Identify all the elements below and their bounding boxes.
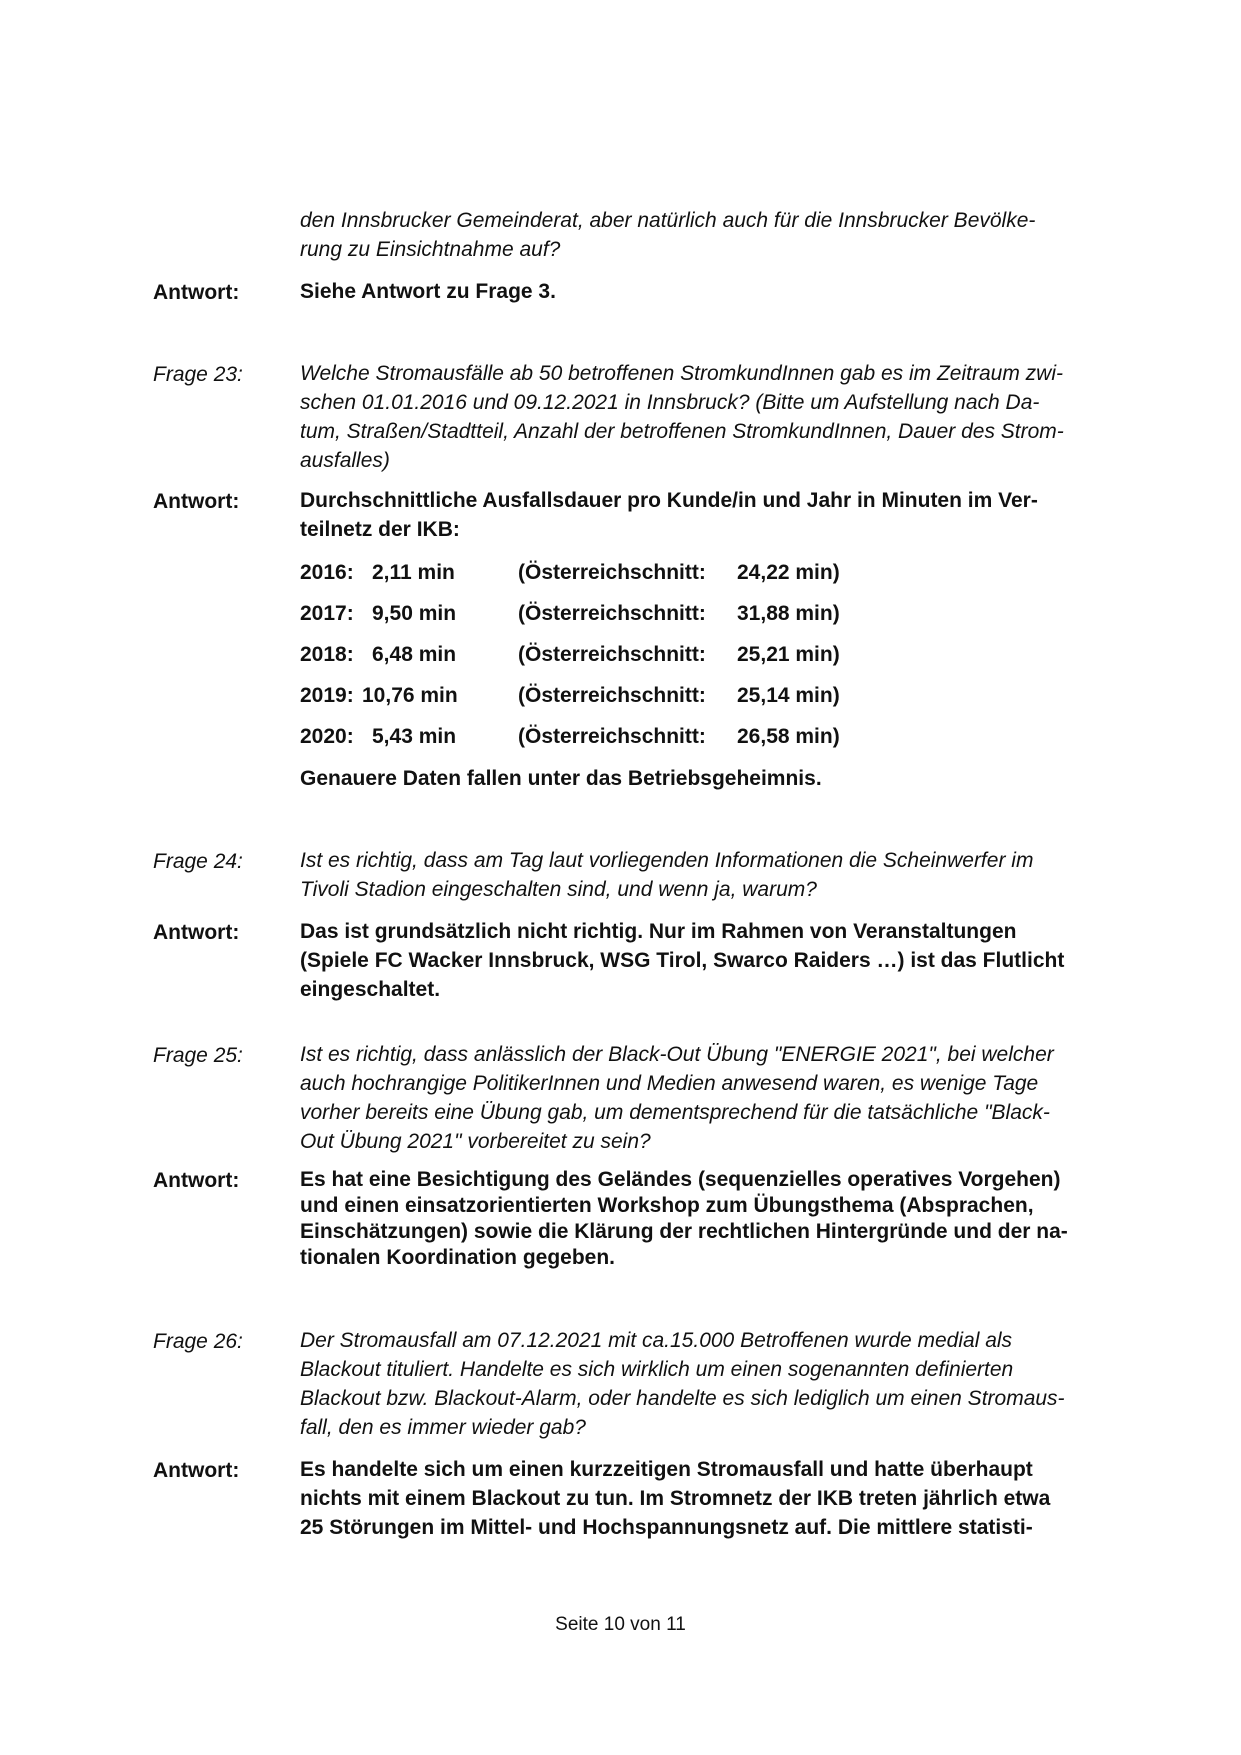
stat-year: 2020: [300,725,354,748]
question-text-line: auch hochrangige PolitikerInnen und Medien anwesend waren, es wenige Tage [300,1072,1039,1095]
stat-compare-label: (Österreichschnitt: [518,725,706,748]
answer-text-line: eingeschaltet. [300,978,441,1001]
answer-text-line: Durchschnittliche Ausfallsdauer pro Kunde/in und Jahr in Minuten im Ver- [300,489,1038,512]
answer-text-line: Es hat eine Besichtigung des Geländes (sequenzielles operatives Vorgehen) [300,1168,1061,1191]
question-label: Frage 26: [153,1330,243,1353]
stat-year: 2016: [300,561,354,584]
stat-compare-value: 31,88 min) [737,602,840,625]
question-label: Frage 24: [153,850,243,873]
answer-text-line: teilnetz der IKB: [300,518,460,541]
answer-label: Antwort: [153,921,240,944]
stat-year: 2017: [300,602,354,625]
stat-compare-label: (Österreichschnitt: [518,602,706,625]
stat-value: 5,43 min [372,725,457,748]
answer-text-line: 25 Störungen im Mittel- und Hochspannungsnetz auf. Die mittlere statisti- [300,1516,1033,1539]
question-text-line: Ist es richtig, dass anlässlich der Black-Out Übung "ENERGIE 2021", bei welcher [300,1043,1054,1066]
answer-label: Antwort: [153,490,240,513]
question-text-line: Blackout tituliert. Handelte es sich wirklich um einen sogenannten definierten [300,1358,1014,1381]
question-text-line: Blackout bzw. Blackout-Alarm, oder handelte es sich lediglich um einen Stromaus- [300,1387,1065,1410]
question-text-line: Der Stromausfall am 07.12.2021 mit ca.15.000 Betroffenen wurde medial als [300,1329,1013,1352]
stat-value: 9,50 min [372,602,457,625]
answer-text-line: Es handelte sich um einen kurzzeitigen Stromausfall und hatte überhaupt [300,1458,1033,1481]
stat-compare-value: 26,58 min) [737,725,840,748]
question-text-line: den Innsbrucker Gemeinderat, aber natürlich auch für die Innsbrucker Bevölke- [300,209,1036,232]
answer-label: Antwort: [153,281,240,304]
question-label: Frage 23: [153,363,243,386]
question-text-line: Tivoli Stadion eingeschalten sind, und wenn ja, warum? [300,878,817,901]
answer-text-line: (Spiele FC Wacker Innsbruck, WSG Tirol, Swarco Raiders …) ist das Flutlicht [300,949,1065,972]
answer-text-line: Einschätzungen) sowie die Klärung der rechtlichen Hintergründe und der na- [300,1220,1068,1243]
answer-text-line: Genauere Daten fallen unter das Betriebsgeheimnis. [300,767,822,790]
question-text-line: Out Übung 2021" vorbereitet zu sein? [300,1130,651,1153]
answer-text-line: und einen einsatzorientierten Workshop zum Übungsthema (Absprachen, [300,1194,1034,1217]
answer-label: Antwort: [153,1169,240,1192]
stat-value: 2,11 min [372,561,455,584]
question-text-line: schen 01.01.2016 und 09.12.2021 in Innsbruck? (Bitte um Aufstellung nach Da- [300,391,1040,414]
question-text-line: tum, Straßen/Stadtteil, Anzahl der betroffenen StromkundInnen, Dauer des Strom- [300,420,1064,443]
page-number-footer: Seite 10 von 11 [555,1614,686,1635]
question-text-line: Welche Stromausfälle ab 50 betroffenen StromkundInnen gab es im Zeitraum zwi- [300,362,1063,385]
question-text-line: ausfalles) [300,449,390,472]
stat-value: 10,76 min [362,684,458,707]
stat-compare-value: 25,21 min) [737,643,840,666]
question-text-line: rung zu Einsichtnahme auf? [300,238,561,261]
answer-label: Antwort: [153,1459,240,1482]
stat-year: 2019: [300,684,354,707]
stat-compare-label: (Österreichschnitt: [518,684,706,707]
question-text-line: Ist es richtig, dass am Tag laut vorliegenden Informationen die Scheinwerfer im [300,849,1034,872]
question-text-line: fall, den es immer wieder gab? [300,1416,586,1439]
stat-compare-value: 24,22 min) [737,561,840,584]
answer-text-line: Das ist grundsätzlich nicht richtig. Nur im Rahmen von Veranstaltungen [300,920,1017,943]
stat-year: 2018: [300,643,354,666]
question-label: Frage 25: [153,1044,243,1067]
answer-text-line: nichts mit einem Blackout zu tun. Im Stromnetz der IKB treten jährlich etwa [300,1487,1051,1510]
answer-text-line: tionalen Koordination gegeben. [300,1246,615,1269]
answer-text-line: Siehe Antwort zu Frage 3. [300,280,556,303]
question-text-line: vorher bereits eine Übung gab, um dementsprechend für die tatsächliche "Black- [300,1101,1050,1124]
stat-value: 6,48 min [372,643,457,666]
stat-compare-value: 25,14 min) [737,684,840,707]
stat-compare-label: (Österreichschnitt: [518,643,706,666]
stat-compare-label: (Österreichschnitt: [518,561,706,584]
